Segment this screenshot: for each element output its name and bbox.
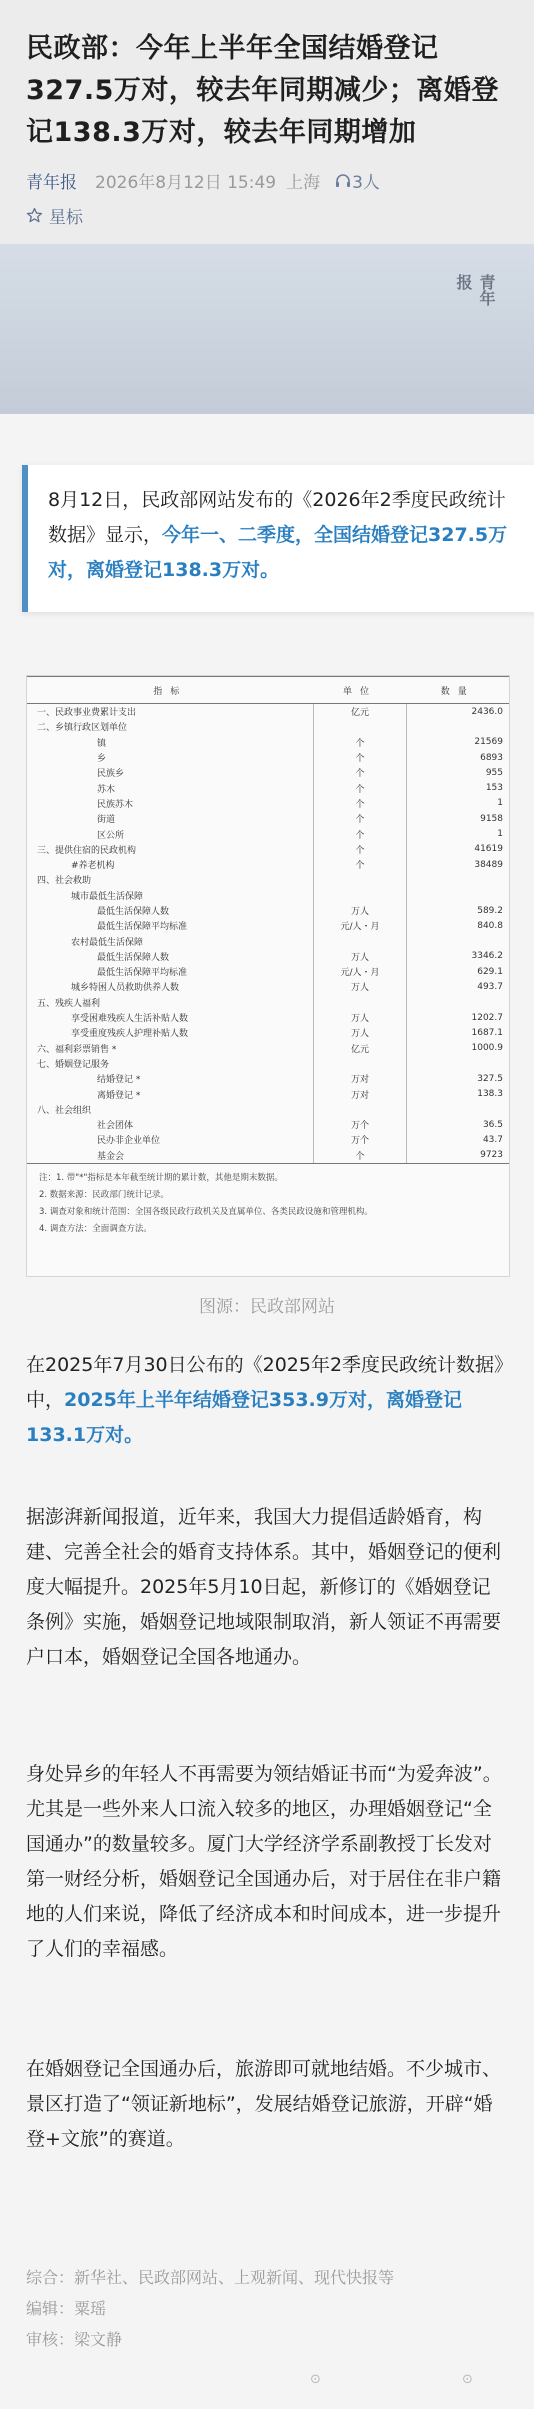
table-row: [27, 765, 509, 780]
table-cell-quantity: [407, 995, 510, 1010]
table-row: [27, 811, 509, 826]
table-row: [27, 995, 509, 1010]
table-cell-indicator: 基金会: [97, 1151, 125, 1162]
table-cell-quantity: [407, 1056, 510, 1071]
table-cell-indicator: 民办非企业单位: [97, 1136, 161, 1147]
table-cell-indicator: 七、婚姻登记服务: [37, 1059, 110, 1070]
table-row: [27, 949, 509, 964]
table-cell-quantity: [407, 1102, 510, 1117]
table-cell-unit: 个: [314, 765, 407, 780]
table-cell-indicator: 三、提供住宿的民政机构: [37, 845, 137, 856]
table-cell-indicator: 苏木: [97, 784, 116, 795]
table-cell-unit: 个: [314, 750, 407, 765]
source-account-link[interactable]: 青年报: [26, 173, 77, 193]
table-cell-unit: 个: [314, 796, 407, 811]
table-header-quantity: 数量: [407, 677, 510, 704]
table-cell-indicator: 乡: [97, 754, 107, 765]
table-row: [27, 1010, 509, 1025]
headphones-icon: [334, 172, 352, 190]
image-caption: 图源：民政部网站: [199, 1297, 335, 1317]
table-note: 4. 调查方法：全面调查方法。: [39, 1223, 152, 1234]
star-button[interactable]: [26, 203, 508, 228]
sources-credit: 综合：新华社、民政部网站、上观新闻、现代快报等: [26, 2268, 395, 2287]
table-row: [27, 750, 509, 765]
summary-text: 8月12日，民政部网站发布的《2026年2季度民政统计数据》显示，: [48, 489, 506, 546]
table-cell-quantity: [407, 933, 510, 948]
table-cell-indicator: #养老机构: [71, 861, 115, 872]
table-cell-quantity: 9723: [480, 1150, 503, 1161]
table-row: [27, 1041, 509, 1056]
table-cell-quantity: 2436.0: [471, 706, 503, 717]
table-cell-unit: 万人: [314, 903, 407, 918]
table-cell-unit: 个: [314, 811, 407, 826]
table-row: [27, 872, 509, 887]
table-row: [27, 735, 509, 750]
table-cell-unit: 个: [314, 735, 407, 750]
table-cell-quantity: 43.7: [482, 1134, 503, 1145]
table-cell-quantity: 1000.9: [471, 1043, 503, 1054]
paragraph-text: 身处异乡的年轻人不再需要为领结婚证书而“为爱奔波”。尤其是一些外来人口流入较多的地区，办理婚姻登记“全国通办”的数量较多。厦门大学经济学系副教授丁长发对第一财经分析，婚姻登记全国通办后，对于居住在非户籍地的人们来说，降低了经济成本和时间成本，进一步提升了人们的幸福感。: [26, 1763, 502, 1960]
table-cell-quantity: 9158: [480, 813, 503, 824]
table-row: [27, 979, 509, 994]
table-row: [27, 903, 509, 918]
table-cell-unit: 元/人・月: [314, 918, 407, 933]
statistics-table: [27, 676, 509, 1163]
article-title: 民政部：今年上半年全国结婚登记327.5万对，较去年同期减少；离婚登记138.3万对，较去年同期增加: [26, 33, 499, 148]
table-cell-unit: [314, 1102, 407, 1117]
table-note: 2. 数据来源：民政部门统计记录。: [39, 1189, 169, 1200]
location: 上海: [286, 173, 321, 193]
table-cell-indicator: 五、残疾人福利: [37, 998, 101, 1009]
table-cell-unit: [314, 933, 407, 948]
table-cell-unit: 个: [314, 857, 407, 872]
star-icon: [26, 207, 43, 224]
table-cell-indicator: 享受重度残疾人护理补贴人数: [71, 1029, 189, 1040]
table-cell-indicator: 最低生活保障平均标准: [97, 922, 188, 933]
table-row: [27, 1071, 509, 1086]
table-cell-quantity: 840.8: [477, 920, 503, 931]
table-row: [27, 826, 509, 841]
paragraph: [26, 1500, 508, 1675]
watermark-logo: ⊙: [462, 2372, 473, 2387]
table-cell-indicator: 一、民政事业费累计支出: [37, 708, 137, 719]
table-cell-indicator: 最低生活保障人数: [97, 952, 170, 963]
table-cell-indicator: 城市最低生活保障: [71, 891, 144, 902]
listener-count: 3人: [352, 173, 380, 193]
table-cell-quantity: 1: [497, 829, 503, 840]
table-cell-quantity: 153: [485, 783, 503, 794]
newspaper-seal-logo: 青年报: [454, 274, 496, 306]
table-cell-quantity: 41619: [474, 844, 503, 855]
article-footer: [26, 2262, 508, 2355]
table-cell-quantity: 1: [497, 798, 503, 809]
table-cell-indicator: 街道: [97, 815, 116, 826]
article-meta: [26, 168, 508, 193]
paragraph: [26, 1757, 508, 1967]
table-row: [27, 888, 509, 903]
table-row: [27, 1056, 509, 1071]
listen-button[interactable]: [334, 168, 380, 193]
table-cell-quantity: 138.3: [477, 1089, 503, 1100]
table-row: [27, 1117, 509, 1132]
reviewer-credit: 审核：梁文静: [26, 2330, 123, 2349]
paragraph: [26, 1348, 508, 1453]
table-cell-quantity: 3346.2: [471, 951, 503, 962]
table-cell-unit: 亿元: [314, 1041, 407, 1056]
table-row: [27, 796, 509, 811]
table-cell-quantity: 493.7: [477, 981, 503, 992]
table-cell-quantity: 327.5: [477, 1073, 503, 1084]
table-cell-indicator: 最低生活保障人数: [97, 907, 170, 917]
table-cell-indicator: 四、社会救助: [37, 876, 92, 887]
paragraph-text: 在婚姻登记全国通办后，旅游即可就地结婚。不少城市、景区打造了“领证新地标”，发展结婚登记旅游，开辟“婚登+文旅”的赛道。: [26, 2058, 502, 2150]
watermark-logo: ⊙: [310, 2372, 321, 2387]
table-notes: [27, 1163, 509, 1244]
table-row: [27, 857, 509, 872]
table-cell-unit: 万人: [314, 949, 407, 964]
statistics-table-image: [26, 675, 510, 1277]
table-cell-unit: [314, 1056, 407, 1071]
table-cell-unit: 万对: [314, 1071, 407, 1086]
table-cell-quantity: 955: [485, 767, 503, 778]
header-banner-image: [0, 244, 534, 414]
paragraph: [26, 2052, 508, 2157]
table-cell-quantity: 36.5: [482, 1119, 503, 1130]
table-cell-indicator: 区公所: [97, 830, 125, 841]
table-row: [27, 933, 509, 948]
table-cell-quantity: 589.2: [477, 905, 503, 916]
paragraph-text: 据澎湃新闻报道，近年来，我国大力提倡适龄婚育，构建、完善全社会的婚育支持体系。其中，婚姻登记的便利度大幅提升。2025年5月10日起，新修订的《婚姻登记条例》实施，婚姻登记地域限制取消，新人领证不再需要户口本，婚姻登记全国各地通办。: [26, 1506, 502, 1668]
table-cell-unit: [314, 995, 407, 1010]
table-cell-unit: 万人: [314, 1025, 407, 1040]
table-cell-indicator: 社会团体: [97, 1121, 134, 1132]
table-cell-unit: 万个: [314, 1132, 407, 1147]
table-cell-indicator: 城乡特困人员救助供养人数: [71, 983, 180, 994]
table-cell-indicator: 农村最低生活保障: [71, 937, 144, 948]
table-cell-indicator: 最低生活保障平均标准: [97, 968, 188, 979]
table-cell-unit: [314, 719, 407, 734]
table-cell-unit: 个: [314, 826, 407, 841]
table-row: [27, 1025, 509, 1040]
table-cell-unit: 个: [314, 780, 407, 795]
table-row: [27, 1102, 509, 1117]
table-cell-quantity: 21569: [474, 737, 503, 748]
table-cell-quantity: 1687.1: [471, 1027, 503, 1038]
table-cell-unit: 个: [314, 842, 407, 857]
table-row: [27, 719, 509, 734]
table-cell-quantity: [407, 872, 510, 887]
table-cell-indicator: 八、社会组织: [37, 1105, 92, 1116]
table-note: 3. 调查对象和统计范围：全国各级民政行政机关及直属单位、各类民政设施和管理机构。: [39, 1206, 373, 1217]
table-row: [27, 964, 509, 979]
table-cell-quantity: 1202.7: [471, 1012, 503, 1023]
table-cell-quantity: 629.1: [477, 966, 503, 977]
table-row: [27, 1148, 509, 1163]
table-cell-quantity: 38489: [474, 859, 503, 870]
article-header: [0, 0, 534, 244]
table-row: [27, 1086, 509, 1101]
summary-card: [22, 465, 534, 612]
table-header-indicator: 指标: [27, 677, 314, 704]
table-note: 注：1. 带"*"指标是本年截至统计期的累计数，其他是期末数据。: [39, 1172, 283, 1183]
paragraph-highlight: 2025年上半年结婚登记353.9万对，离婚登记133.1万对。: [26, 1389, 462, 1446]
table-cell-indicator: 六、福利彩票销售 *: [37, 1044, 117, 1055]
table-cell-indicator: 镇: [97, 738, 107, 749]
star-label: 星标: [49, 208, 83, 228]
table-row: [27, 780, 509, 795]
table-cell-unit: 万对: [314, 1086, 407, 1101]
table-cell-indicator: 享受困难残疾人生活补贴人数: [71, 1014, 189, 1025]
table-cell-indicator: 民族乡: [97, 769, 125, 780]
table-cell-unit: [314, 872, 407, 887]
table-cell-unit: 万人: [314, 979, 407, 994]
table-cell-quantity: [407, 719, 510, 734]
table-row: [27, 842, 509, 857]
table-cell-unit: [314, 888, 407, 903]
table-cell-unit: 元/人・月: [314, 964, 407, 979]
table-row: [27, 704, 509, 720]
table-cell-quantity: [407, 888, 510, 903]
table-cell-indicator: 二、乡镇行政区划单位: [37, 723, 128, 734]
editor-credit: 编辑：粟瑶: [26, 2299, 107, 2318]
table-row: [27, 1132, 509, 1147]
table-cell-indicator: 离婚登记 *: [97, 1090, 141, 1101]
table-cell-unit: 万人: [314, 1010, 407, 1025]
summary-highlight: 今年一、二季度，全国结婚登记327.5万对，离婚登记138.3万对。: [48, 524, 508, 581]
table-cell-indicator: 结婚登记 *: [97, 1075, 141, 1086]
table-header-unit: 单位: [314, 677, 407, 704]
table-row: [27, 918, 509, 933]
table-cell-unit: 万个: [314, 1117, 407, 1132]
table-cell-unit: 亿元: [314, 704, 407, 720]
table-cell-unit: 个: [314, 1148, 407, 1163]
table-cell-quantity: 6893: [480, 752, 503, 763]
paragraph-text: 在2025年7月30日公布的《2025年2季度民政统计数据》中，: [26, 1354, 504, 1411]
publish-datetime: 2026年8月12日 15:49: [95, 173, 277, 193]
table-cell-indicator: 民族苏木: [97, 799, 134, 810]
